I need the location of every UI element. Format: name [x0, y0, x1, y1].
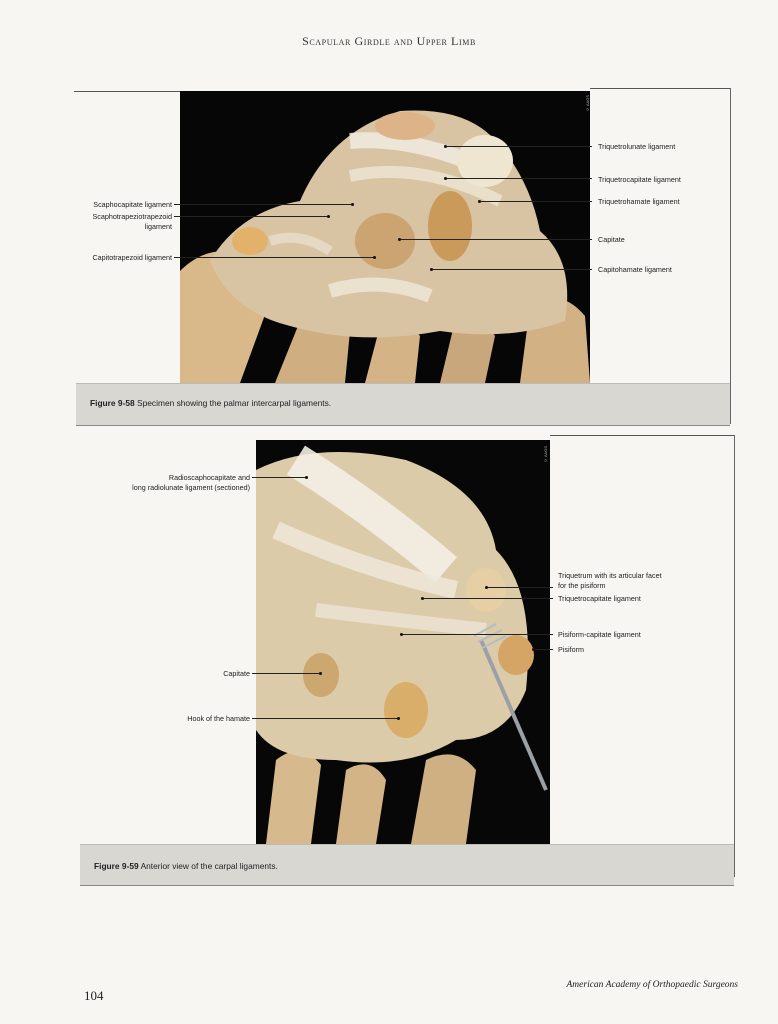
- figure-58-copyright-mark: © AAOS: [585, 95, 590, 113]
- figure-59-caption: [94, 861, 278, 871]
- leader-pisiform: [534, 649, 553, 650]
- figure-59-photo: [256, 440, 550, 844]
- pin-capitate-58: [398, 238, 401, 241]
- leader-capitotrapezoid: [174, 257, 374, 258]
- figure-58-right-rule: [730, 88, 731, 424]
- label-hook-of-hamate: Hook of the hamate: [187, 714, 250, 723]
- pin-scaphotrapeziotrapezoid: [327, 215, 330, 218]
- figure-59-top-rule: [550, 435, 735, 436]
- figure-59-copyright-mark: © AAOS: [543, 446, 548, 464]
- leader-scaphotrapeziotrapezoid: [174, 216, 328, 217]
- leader-triquetrocapitate: [446, 178, 592, 179]
- pin-triquetrocapitate-59: [421, 597, 424, 600]
- figure-58-photo: [180, 91, 590, 383]
- leader-capitate-58: [400, 239, 592, 240]
- label-capitate-58: Capitate: [598, 235, 625, 244]
- label-scaphotrapeziotrapezoid-line2: ligament: [144, 222, 172, 231]
- pin-pisiform: [532, 648, 535, 651]
- figure-59-right-rule: [734, 435, 735, 877]
- label-scaphotrapeziotrapezoid-line1: Scaphotrapeziotrapezoid: [92, 212, 172, 221]
- label-capitate-59: Capitate: [223, 669, 250, 678]
- pin-triquetrohamate: [478, 200, 481, 203]
- label-capitohamate-ligament: Capitohamate ligament: [598, 265, 672, 274]
- pin-pisiform-capitate: [400, 633, 403, 636]
- figure-59-number: Figure 9-59: [94, 861, 139, 871]
- leader-triquetrohamate: [480, 201, 592, 202]
- leader-pisiform-capitate: [402, 634, 553, 635]
- label-triquetrum-line1: Triquetrum with its articular facet: [558, 571, 662, 580]
- figure-59-caption-text: Anterior view of the carpal ligaments.: [140, 861, 278, 871]
- leader-hook-of-hamate: [252, 718, 398, 719]
- leader-capitohamate: [432, 269, 592, 270]
- pin-hook-of-hamate: [397, 717, 400, 720]
- label-pisiform-capitate: Pisiform-capitate ligament: [558, 630, 641, 639]
- leader-triquetrum: [487, 587, 553, 588]
- figure-58-caption-text: Specimen showing the palmar intercarpal ligaments.: [137, 398, 332, 408]
- leader-scaphocapitate: [174, 204, 352, 205]
- pin-triquetrocapitate: [444, 177, 447, 180]
- label-triquetrocapitate-59: Triquetrocapitate ligament: [558, 594, 641, 603]
- pin-capitohamate: [430, 268, 433, 271]
- label-triquetrohamate-ligament: Triquetrohamate ligament: [598, 197, 680, 206]
- figure-58-top-rule: [74, 91, 180, 92]
- pin-radioscaphocapitate: [305, 476, 308, 479]
- label-triquetrocapitate-ligament: Triquetrocapitate ligament: [598, 175, 681, 184]
- label-triquetrolunate-ligament: Triquetrolunate ligament: [598, 142, 676, 151]
- pin-capitotrapezoid: [373, 256, 376, 259]
- figure-58-top-rule-right: [590, 88, 731, 89]
- label-triquetrum-line2: for the pisiform: [558, 581, 606, 590]
- label-capitotrapezoid-ligament: Capitotrapezoid ligament: [92, 253, 172, 262]
- publisher-footer: American Academy of Orthopaedic Surgeons: [566, 980, 738, 990]
- leader-capitate-59: [252, 673, 320, 674]
- pin-triquetrum: [485, 586, 488, 589]
- label-pisiform: Pisiform: [558, 645, 584, 654]
- label-radioscaphocapitate-line2: long radiolunate ligament (sectioned): [132, 483, 250, 492]
- pin-capitate-59: [319, 672, 322, 675]
- leader-triquetrolunate: [446, 146, 592, 147]
- leader-triquetrocapitate-59: [423, 598, 553, 599]
- label-radioscaphocapitate-line1: Radioscaphocapitate and: [168, 473, 250, 482]
- running-header: Scapular Girdle and Upper Limb: [302, 34, 476, 48]
- label-scaphocapitate-ligament: Scaphocapitate ligament: [93, 200, 172, 209]
- pin-triquetrolunate: [444, 145, 447, 148]
- page-number: 104: [84, 988, 104, 1003]
- leader-radioscaphocapitate: [252, 477, 306, 478]
- pin-scaphocapitate: [351, 203, 354, 206]
- figure-58-number: Figure 9-58: [90, 398, 135, 408]
- figure-58-caption: [90, 398, 331, 408]
